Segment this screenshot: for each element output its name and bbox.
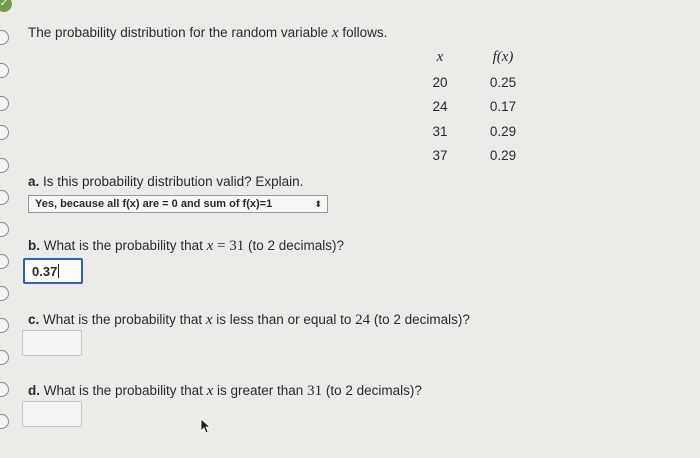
radio-icon[interactable] bbox=[0, 318, 9, 333]
part-c-question: c. What is the probability that x is less than or equal to 24 (to 2 decimals)? bbox=[28, 312, 470, 328]
table-row: 31 0.29 bbox=[432, 123, 517, 139]
table-header-fx: f(x) bbox=[492, 48, 514, 65]
radio-icon[interactable] bbox=[0, 382, 9, 397]
part-c-answer-input[interactable] bbox=[22, 330, 82, 356]
radio-icon[interactable] bbox=[0, 414, 9, 429]
table-header-x: x bbox=[436, 48, 444, 65]
part-d-answer-input[interactable] bbox=[22, 401, 82, 427]
table-row: 24 0.17 bbox=[432, 99, 517, 115]
radio-icon[interactable] bbox=[0, 190, 9, 205]
radio-icon[interactable] bbox=[0, 286, 9, 301]
radio-icon[interactable] bbox=[0, 125, 9, 140]
completed-check-icon: ✓ bbox=[0, 0, 12, 12]
radio-icon[interactable] bbox=[0, 63, 9, 78]
radio-icon[interactable] bbox=[0, 96, 9, 111]
part-b-question: b. What is the probability that x = 31 (to 2 decimals)? bbox=[28, 238, 345, 254]
question-intro: The probability distribution for the random variable x follows. bbox=[28, 25, 388, 41]
table-row: 20 0.25 bbox=[432, 74, 517, 90]
part-b-answer-input[interactable]: 0.37 bbox=[23, 258, 83, 284]
radio-icon[interactable] bbox=[0, 158, 9, 173]
table-row: 37 0.29 bbox=[432, 148, 517, 164]
part-a-answer-select[interactable]: Yes, because all f(x) are = 0 and sum of f(x)=1 ⬍ bbox=[28, 195, 328, 213]
question-nav-rail bbox=[0, 0, 14, 458]
mouse-pointer-icon bbox=[200, 418, 212, 434]
probability-table bbox=[418, 44, 544, 168]
radio-icon[interactable] bbox=[0, 222, 9, 237]
radio-icon[interactable] bbox=[0, 30, 9, 45]
text-caret bbox=[58, 264, 59, 278]
part-d-question: d. What is the probability that x is greater than 31 (to 2 decimals)? bbox=[28, 383, 422, 399]
radio-icon[interactable] bbox=[0, 254, 9, 269]
part-a-question: a. Is this probability distribution valid? Explain. bbox=[28, 174, 304, 189]
radio-icon[interactable] bbox=[0, 350, 9, 365]
select-arrows-icon: ⬍ bbox=[314, 199, 322, 209]
